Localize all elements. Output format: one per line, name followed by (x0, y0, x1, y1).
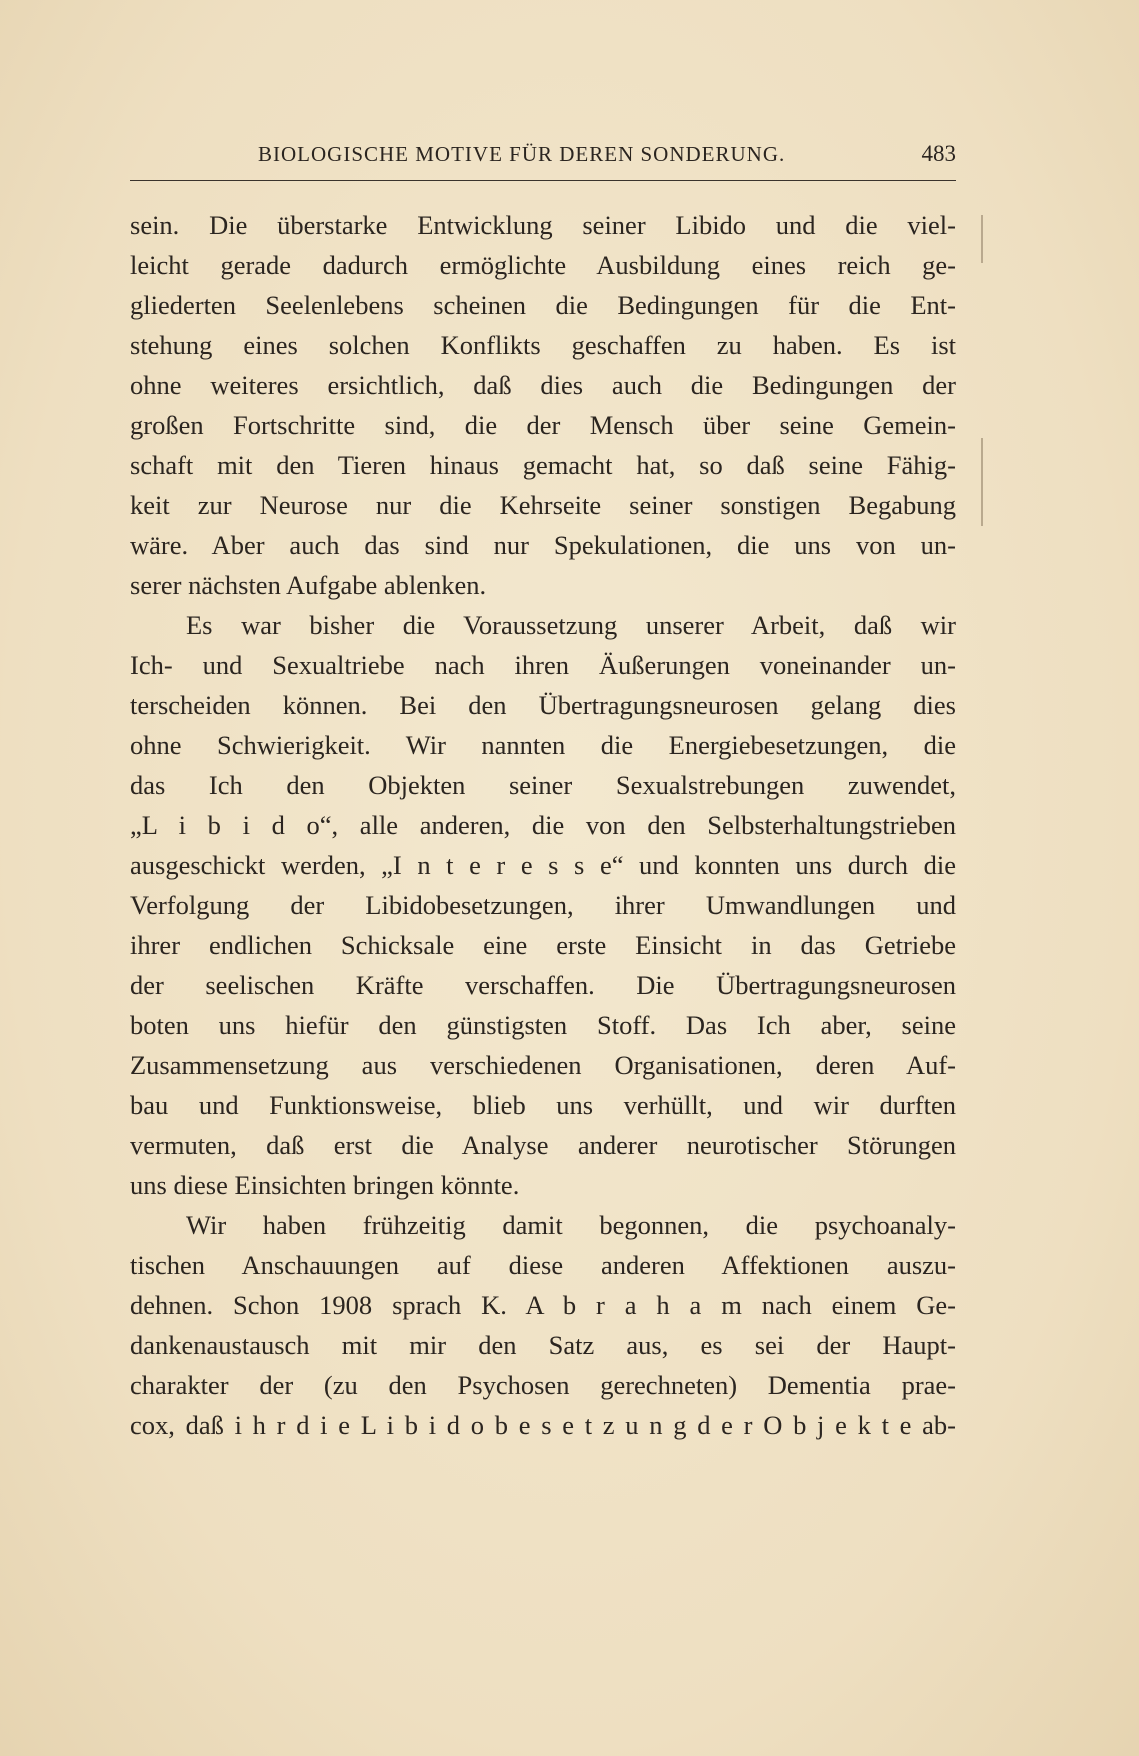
text-line: ausgeschickt werden, „I n t e r e s s e“ und konnten uns durch die (130, 850, 956, 880)
text-line: das Ich den Objekten seiner Sexualstrebungen zuwendet, (130, 770, 956, 800)
text-line: Verfolgung der Libidobesetzungen, ihrer Umwandlungen und (130, 890, 956, 920)
running-head (130, 140, 956, 181)
text-line: Es war bisher die Voraussetzung unserer Arbeit, daß wir (186, 610, 956, 640)
text-line: serer nächsten Aufgabe ablenken. (130, 570, 487, 600)
text-line: boten uns hiefür den günstigsten Stoff. Das Ich aber, seine (130, 1010, 956, 1040)
text-line: bau und Funktionsweise, blieb uns verhüllt, und wir durften (130, 1090, 956, 1120)
text-line: Wir haben frühzeitig damit begonnen, die psychoanaly- (186, 1210, 956, 1240)
text-line: tischen Anschauungen auf diese anderen Affektionen auszu- (130, 1250, 956, 1280)
page-number: 483 (921, 141, 956, 166)
text-line: vermuten, daß erst die Analyse anderer neurotischer Störungen (130, 1130, 956, 1160)
body-text (130, 205, 956, 1445)
text-line: ohne Schwierigkeit. Wir nannten die Energiebesetzungen, die (130, 730, 956, 760)
paragraph (130, 605, 956, 1205)
text-line: keit zur Neurose nur die Kehrseite seiner sonstigen Begabung (130, 490, 956, 520)
running-title: BIOLOGISCHE MOTIVE FÜR DEREN SONDERUNG. (258, 142, 786, 166)
margin-pencil-mark (981, 438, 983, 526)
paragraph (130, 1205, 956, 1445)
text-line: cox, daß i h r d i e L i b i d o b e s e t z u n g d e r O b j e k t e ab- (130, 1410, 956, 1440)
text-line: gliederten Seelenlebens scheinen die Bedingungen für die Ent- (130, 290, 956, 320)
text-line: dankenaustausch mit mir den Satz aus, es sei der Haupt- (130, 1330, 956, 1360)
text-line: sein. Die überstarke Entwicklung seiner Libido und die viel- (130, 210, 956, 240)
text-line: dehnen. Schon 1908 sprach K. A b r a h a m nach einem Ge- (130, 1290, 956, 1320)
margin-pencil-mark (981, 215, 983, 263)
text-line: stehung eines solchen Konflikts geschaffen zu haben. Es ist (130, 330, 956, 360)
text-line: uns diese Einsichten bringen könnte. (130, 1170, 520, 1200)
text-line: Ich- und Sexualtriebe nach ihren Äußerungen voneinander un- (130, 650, 956, 680)
text-line: charakter der (zu den Psychosen gerechneten) Dementia prae- (130, 1370, 956, 1400)
paragraph (130, 205, 956, 605)
text-line: der seelischen Kräfte verschaffen. Die Übertragungsneurosen (130, 970, 956, 1000)
text-line: „L i b i d o“, alle anderen, die von den Selbsterhaltungstrieben (130, 810, 956, 840)
text-line: terscheiden können. Bei den Übertragungsneurosen gelang dies (130, 690, 956, 720)
text-line: ihrer endlichen Schicksale eine erste Einsicht in das Getriebe (130, 930, 956, 960)
text-line: ohne weiteres ersichtlich, daß dies auch die Bedingungen der (130, 370, 956, 400)
text-line: großen Fortschritte sind, die der Mensch über seine Gemein- (130, 410, 956, 440)
text-line: wäre. Aber auch das sind nur Spekulationen, die uns von un- (130, 530, 956, 560)
text-line: schaft mit den Tieren hinaus gemacht hat, so daß seine Fähig- (130, 450, 956, 480)
text-line: leicht gerade dadurch ermöglichte Ausbildung eines reich ge- (130, 250, 956, 280)
text-line: Zusammensetzung aus verschiedenen Organisationen, deren Auf- (130, 1050, 956, 1080)
